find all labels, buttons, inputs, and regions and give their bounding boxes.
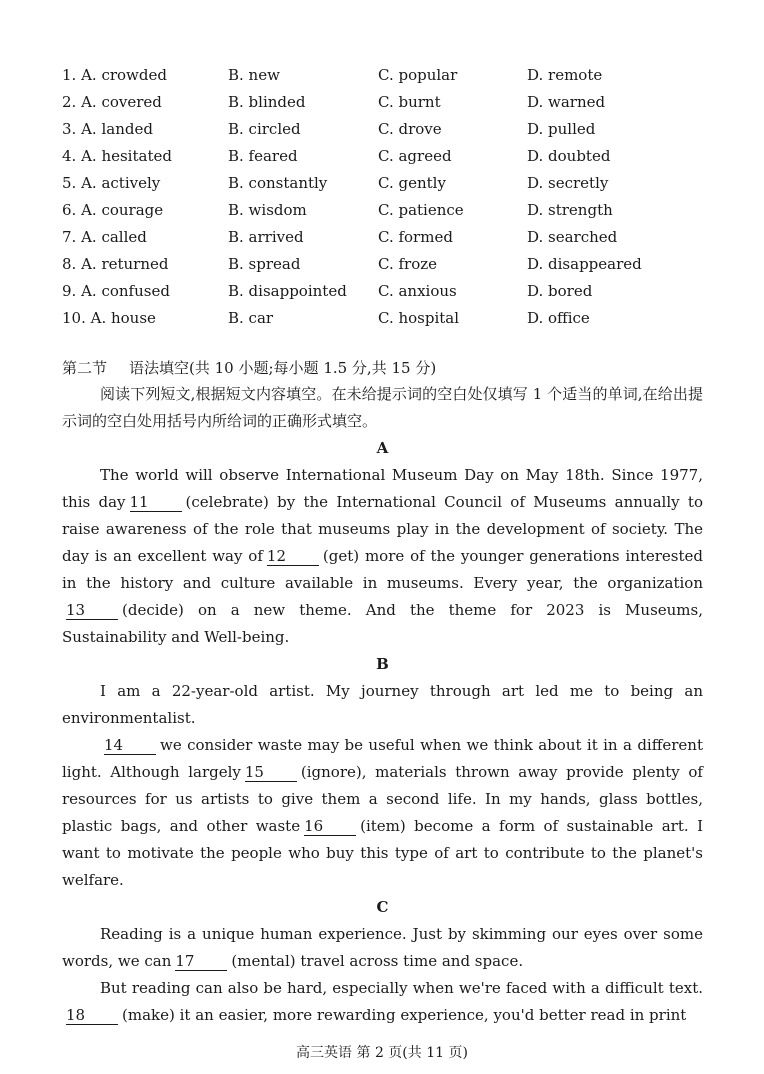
option-a: 10. A. house bbox=[62, 309, 156, 327]
instructions-block bbox=[62, 381, 703, 1029]
passage-b-label: B bbox=[376, 655, 389, 673]
option-b: B. arrived bbox=[228, 228, 304, 246]
option-d: D. searched bbox=[527, 228, 618, 246]
passage-a-paragraph bbox=[62, 462, 703, 651]
blank-15[interactable]: 15 bbox=[245, 763, 297, 782]
option-row bbox=[62, 118, 722, 145]
option-a: 2. A. covered bbox=[62, 93, 162, 111]
option-a: 7. A. called bbox=[62, 228, 147, 246]
option-b: B. circled bbox=[228, 120, 301, 138]
section-title: 语法填空(共 10 小题;每小题 1.5 分,共 15 分) bbox=[129, 359, 437, 377]
passage-c-paragraph-2 bbox=[62, 975, 703, 1029]
passage-text: (decide) on a new theme. And the theme for 2023 is Museums, Sustainability and Well-being. bbox=[62, 601, 703, 646]
passage-a-label: A bbox=[376, 439, 389, 457]
passage-text: we consider waste may be useful when we think about it in a different light. Although largely bbox=[62, 736, 703, 781]
option-row bbox=[62, 253, 722, 280]
answer-options-list bbox=[62, 64, 722, 334]
option-c: C. popular bbox=[378, 66, 458, 84]
option-c: C. hospital bbox=[378, 309, 460, 327]
blank-18[interactable]: 18 bbox=[66, 1006, 118, 1025]
option-d: D. doubted bbox=[527, 147, 611, 165]
blank-12[interactable]: 12 bbox=[267, 547, 319, 566]
blank-17[interactable]: 17 bbox=[175, 952, 227, 971]
option-b: B. wisdom bbox=[228, 201, 307, 219]
section-label: 第二节 bbox=[62, 359, 108, 377]
blank-11[interactable]: 11 bbox=[130, 493, 182, 512]
passage-text: Reading is a unique human experience. Just by skimming our eyes over some words, we can bbox=[62, 925, 703, 970]
blank-13[interactable]: 13 bbox=[66, 601, 118, 620]
option-c: C. agreed bbox=[378, 147, 452, 165]
option-d: D. remote bbox=[527, 66, 603, 84]
option-a: 3. A. landed bbox=[62, 120, 153, 138]
option-d: D. office bbox=[527, 309, 590, 327]
page-footer: 高三英语 第 2 页(共 11 页) bbox=[296, 1045, 468, 1061]
option-row bbox=[62, 145, 722, 172]
option-b: B. constantly bbox=[228, 174, 328, 192]
option-b: B. new bbox=[228, 66, 280, 84]
option-row bbox=[62, 64, 722, 91]
option-row bbox=[62, 172, 722, 199]
passage-b-paragraph-2 bbox=[62, 732, 703, 894]
passage-c-paragraph-1 bbox=[62, 921, 703, 975]
option-c: C. anxious bbox=[378, 282, 457, 300]
passage-c-label: C bbox=[376, 898, 389, 916]
option-a: 6. A. courage bbox=[62, 201, 164, 219]
option-row bbox=[62, 280, 722, 307]
section-heading bbox=[62, 357, 436, 379]
option-b: B. spread bbox=[228, 255, 301, 273]
passage-text: The world will observe International Museum Day on May 18th. Since 1977, this day bbox=[62, 466, 703, 511]
passage-text: But reading can also be hard, especially when we're faced with a difficult text. bbox=[100, 979, 703, 997]
option-d: D. secretly bbox=[527, 174, 609, 192]
option-c: C. formed bbox=[378, 228, 453, 246]
option-a: 8. A. returned bbox=[62, 255, 169, 273]
option-a: 4. A. hesitated bbox=[62, 147, 172, 165]
option-row bbox=[62, 199, 722, 226]
passage-text: (get) more of the younger generations interested in the history and culture available in museums. Every year, the organization bbox=[62, 547, 703, 592]
option-c: C. froze bbox=[378, 255, 438, 273]
passage-text: (celebrate) by the International Council of Museums annually to raise awareness of the role that museums play in the development of society. The day is an excellent way of bbox=[62, 493, 703, 565]
option-b: B. car bbox=[228, 309, 274, 327]
blank-14[interactable]: 14 bbox=[104, 736, 156, 755]
option-b: B. disappointed bbox=[228, 282, 347, 300]
option-row bbox=[62, 226, 722, 253]
option-d: D. pulled bbox=[527, 120, 596, 138]
option-row bbox=[62, 307, 722, 334]
option-d: D. warned bbox=[527, 93, 606, 111]
passage-text: (item) become a form of sustainable art. I want to motivate the people who buy this type of art to contribute to the planet's welfare. bbox=[62, 817, 704, 889]
instructions: 阅读下列短文,根据短文内容填空。在未给提示词的空白处仅填写 1 个适当的单词,在给出提示词的空白处用括号内所给词的正确形式填空。 bbox=[62, 385, 703, 430]
passage-b-paragraph-1: I am a 22-year-old artist. My journey through art led me to being an environmentalist. bbox=[62, 682, 703, 727]
option-c: C. burnt bbox=[378, 93, 441, 111]
option-b: B. feared bbox=[228, 147, 298, 165]
option-a: 1. A. crowded bbox=[62, 66, 167, 84]
option-d: D. disappeared bbox=[527, 255, 642, 273]
passage-text: (ignore), materials thrown away provide plenty of resources for us artists to give them a second life. In my hands, glass bottles, plastic bags, and other waste bbox=[62, 763, 703, 835]
passage-text: (mental) travel across time and space. bbox=[231, 952, 524, 970]
blank-16[interactable]: 16 bbox=[304, 817, 356, 836]
option-d: D. bored bbox=[527, 282, 593, 300]
option-c: C. drove bbox=[378, 120, 442, 138]
option-c: C. patience bbox=[378, 201, 464, 219]
passage-text: (make) it an easier, more rewarding experience, you'd better read in print bbox=[122, 1006, 687, 1024]
option-d: D. strength bbox=[527, 201, 613, 219]
option-a: 5. A. actively bbox=[62, 174, 161, 192]
option-a: 9. A. confused bbox=[62, 282, 170, 300]
option-c: C. gently bbox=[378, 174, 446, 192]
option-b: B. blinded bbox=[228, 93, 306, 111]
option-row bbox=[62, 91, 722, 118]
